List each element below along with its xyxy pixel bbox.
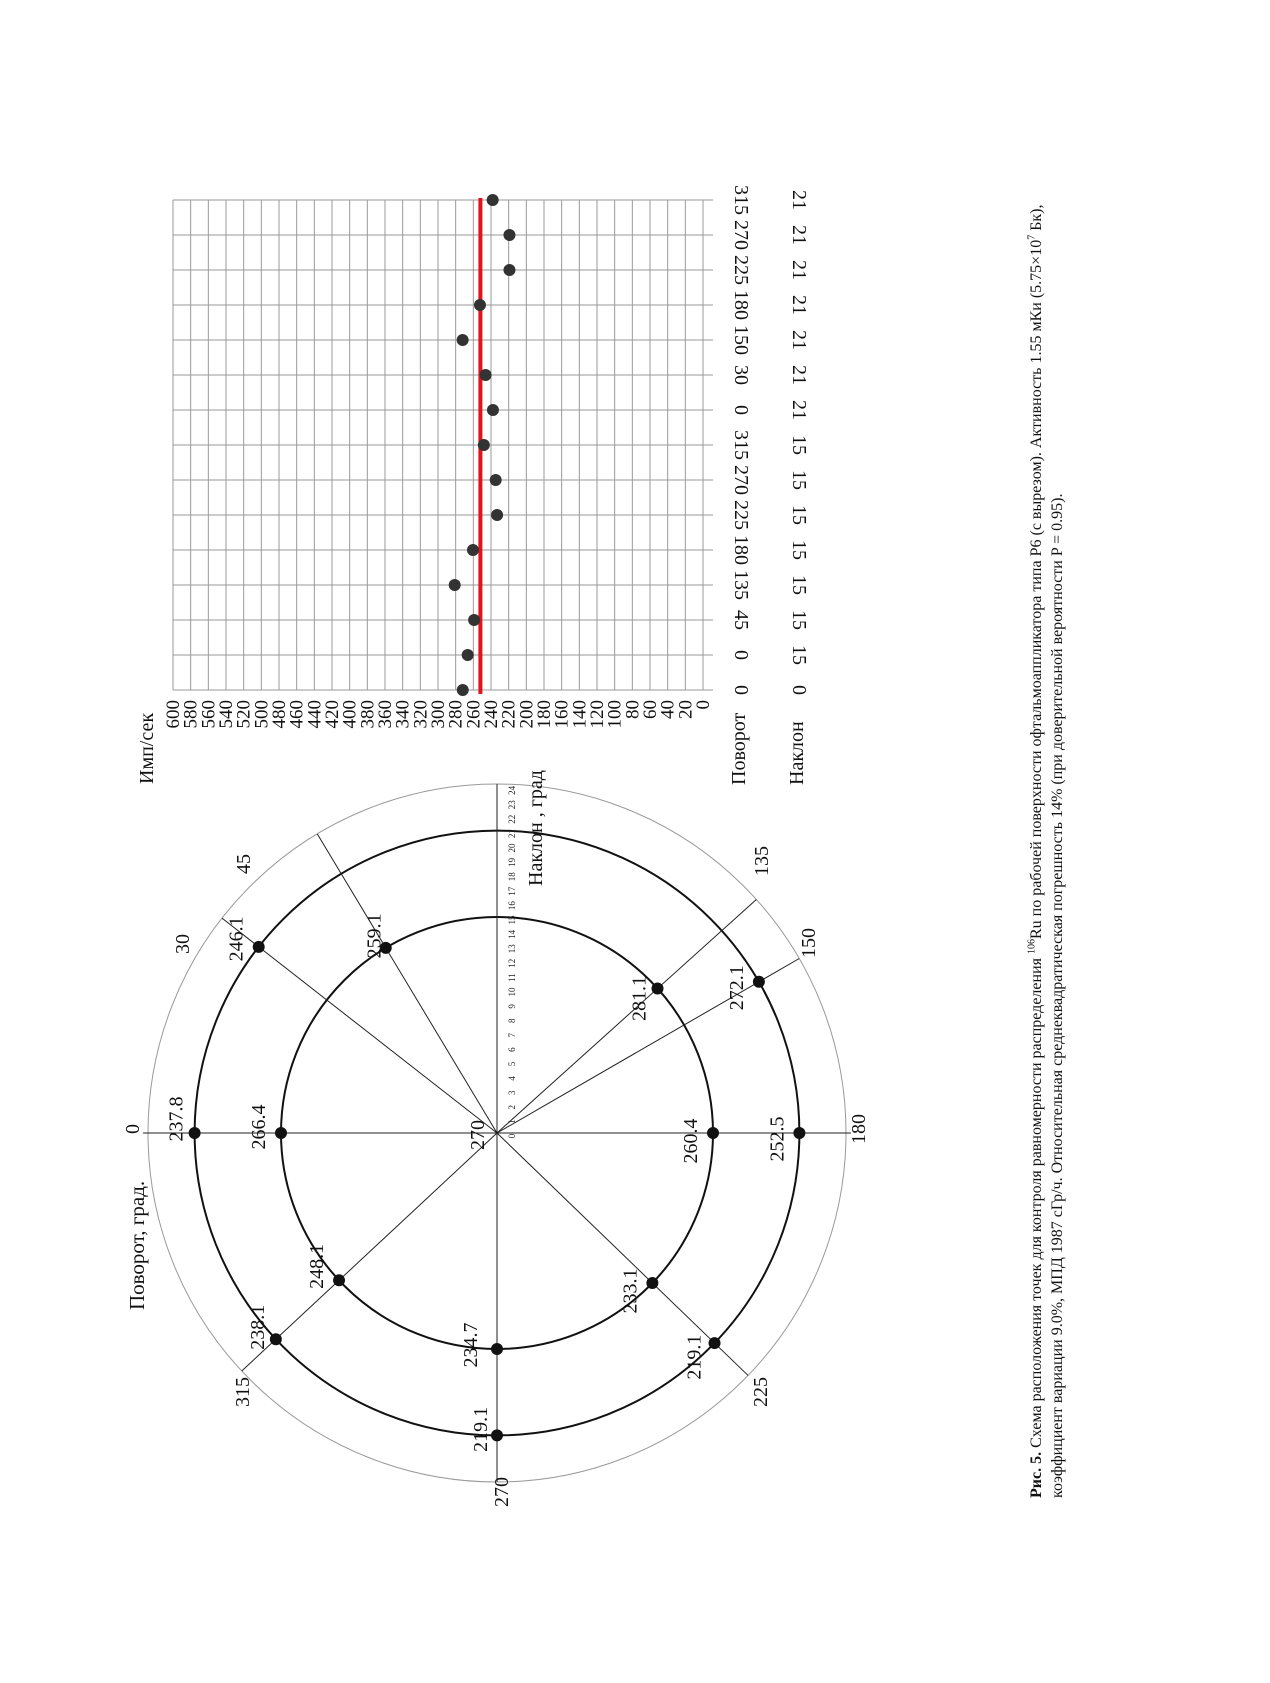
chart-category-tilt-label: 15 [788,470,810,490]
polar-angle-label-270: 270 [491,1477,513,1507]
polar-axis-title-rotation: Поворот, град. [125,1180,149,1310]
figure-caption [1026,198,1068,1498]
chart-category-tilt-label: 21 [788,295,810,315]
polar-angle-label-315: 315 [232,1377,254,1407]
polar-point-180-15 [707,1127,719,1139]
caption-text-1: Схема расположения точек для контроля равномерности распределения [1028,954,1045,1452]
chart-data-point [487,194,499,206]
polar-tilt-tick-11: 11 [507,973,517,982]
chart-data-point [503,264,515,276]
chart-data-point [478,439,490,451]
polar-tilt-tick-7: 7 [507,1032,517,1038]
chart-data-point [487,404,499,416]
chart-category-rotation-label: 0 [730,405,752,415]
polar-point-label: 259.1 [363,913,386,959]
polar-point-225-21 [709,1337,721,1349]
polar-point-label: 237.8 [165,1096,188,1142]
chart-data-point [490,474,502,486]
polar-point-270-15 [491,1343,503,1355]
chart-data-point [503,229,515,241]
polar-point-label: 248.1 [306,1243,329,1289]
polar-tilt-tick-5: 5 [507,1061,517,1067]
chart-y-tick-label: 520 [233,700,255,729]
chart-y-tick-label: 300 [428,700,449,729]
chart-category-tilt-label: 0 [788,685,810,695]
polar-tilt-tick-4: 4 [507,1076,517,1081]
chart-data-point [457,334,469,346]
chart-data-point [462,649,474,661]
chart-row-label-tilt: Наклон [786,721,808,785]
chart-category-rotation-label: 30 [730,365,752,385]
polar-point-label: 266.4 [248,1104,270,1150]
chart-y-tick-label: 600 [163,700,184,729]
polar-point-label: 272.1 [725,965,748,1011]
polar-tilt-tick-3: 3 [507,1090,517,1096]
polar-tilt-tick-6: 6 [507,1047,517,1052]
chart-category-rotation-label: 315 [730,430,752,460]
polar-point-315-21 [270,1333,282,1345]
polar-tilt-tick-2: 2 [507,1104,517,1110]
chart-data-point [491,509,503,521]
chart-category-rotation-label: 0 [730,685,752,695]
polar-point-label: 238.1 [246,1304,269,1350]
chart-category-rotation-label: 270 [730,220,752,250]
polar-tilt-tick-16: 16 [507,901,517,911]
chart-y-tick-label: 360 [375,700,396,729]
polar-point-label: 246.1 [225,916,248,962]
chart-data-point [457,684,469,696]
chart-y-tick-label: 280 [445,700,467,729]
chart-y-tick-label: 80 [622,700,644,719]
polar-axis-title-tilt: Наклон , град [525,770,547,886]
polar-tilt-tick-22: 22 [507,814,517,824]
chart-category-tilt-label: 15 [788,540,810,560]
chart-category-tilt-label: 15 [788,645,810,665]
chart-y-tick-label: 100 [604,700,626,729]
chart-category-rotation-label: 315 [730,185,752,215]
chart-category-tilt-label: 21 [788,365,810,385]
polar-angle-label-0: 0 [122,1124,144,1134]
chart-y-tick-label: 380 [357,700,379,729]
chart-y-tick-label: 40 [657,700,679,719]
polar-tilt-tick-23: 23 [507,800,517,810]
chart-y-tick-label: 420 [322,700,343,729]
caption-text-3: Бк), коэффициент вариации 9.0%, МПД 1987 сГр/ч. Относительная среднеквадратическая погрешность 14% (при доверительной вероятности P = 0.95). [1028,204,1066,1498]
polar-point-0-15 [275,1127,287,1139]
polar-angle-label-45: 45 [233,854,255,874]
chart-category-rotation-label: 225 [730,500,752,530]
polar-point-315-15 [333,1274,345,1286]
chart-y-tick-label: 340 [392,700,414,729]
polar-center-label: 270 [467,1120,489,1150]
chart-y-tick-label: 0 [693,700,714,710]
polar-tilt-tick-19: 19 [507,857,517,867]
polar-point-label: 281.1 [628,975,651,1021]
chart-y-tick-label: 240 [481,700,502,729]
chart-y-tick-label: 320 [410,700,432,729]
counts-chart [136,185,810,785]
polar-point-label: 219.1 [683,1334,706,1380]
chart-category-tilt-label: 21 [788,260,810,280]
polar-tilt-tick-18: 18 [507,872,517,882]
polar-tilt-tick-17: 17 [507,886,517,896]
chart-category-rotation-label: 180 [730,535,752,565]
polar-point-270-21 [491,1429,503,1441]
polar-tilt-tick-10: 10 [507,987,517,997]
polar-point-label: 252.5 [766,1116,789,1162]
polar-tilt-tick-21: 21 [507,829,517,839]
chart-data-point [468,614,480,626]
chart-y-tick-label: 580 [180,700,202,729]
chart-data-point [449,579,461,591]
polar-point-label: 219.1 [470,1406,492,1452]
chart-y-axis-title: Имп/сек [136,712,158,784]
polar-diagram [122,770,870,1507]
chart-category-rotation-label: 180 [730,290,752,320]
polar-angle-label-225: 225 [750,1377,772,1407]
chart-category-rotation-label: 270 [730,465,752,495]
polar-spoke-135 [497,899,756,1133]
polar-point-label: 234.7 [460,1322,482,1368]
chart-category-tilt-label: 15 [788,435,810,455]
chart-y-tick-label: 180 [534,700,555,729]
caption-fig-label: Рис. 5. [1028,1451,1045,1498]
polar-tilt-tick-1: 1 [507,1119,517,1124]
chart-category-tilt-label: 21 [788,190,810,210]
polar-point-0-21 [189,1127,201,1139]
polar-spoke-45 [317,834,497,1133]
caption-exponent-superscript: 7 [1026,234,1038,240]
chart-y-tick-label: 440 [304,700,326,729]
polar-tilt-tick-20: 20 [507,843,517,853]
polar-angle-label-30: 30 [172,934,194,954]
polar-tilt-tick-15: 15 [507,915,517,925]
chart-y-tick-label: 500 [251,700,273,729]
chart-data-point [467,544,479,556]
polar-point-150-21 [753,976,765,988]
chart-category-tilt-label: 21 [788,400,810,420]
polar-angle-label-135: 135 [751,846,773,876]
chart-y-tick-label: 200 [516,700,538,729]
chart-category-tilt-label: 15 [788,575,810,595]
chart-y-tick-label: 120 [587,700,608,729]
chart-category-rotation-label: 0 [730,650,752,660]
chart-y-tick-label: 140 [569,700,591,729]
polar-point-label: 260.4 [680,1118,702,1164]
chart-category-tilt-label: 21 [788,330,810,350]
polar-point-label: 233.1 [619,1268,642,1314]
polar-angle-label-150: 150 [798,928,820,958]
chart-category-rotation-label: 45 [730,610,752,630]
polar-tilt-tick-14: 14 [507,929,517,939]
polar-angle-label-180: 180 [848,1114,870,1144]
polar-tilt-tick-13: 13 [507,944,517,954]
chart-category-rotation-label: 225 [730,255,752,285]
polar-tilt-tick-8: 8 [507,1018,517,1024]
chart-category-rotation-label: 150 [730,325,752,355]
chart-y-tick-label: 480 [269,700,290,729]
chart-category-tilt-label: 15 [788,505,810,525]
chart-y-tick-label: 560 [198,700,220,729]
polar-tilt-tick-12: 12 [507,958,517,968]
polar-tilt-tick-9: 9 [507,1004,517,1009]
chart-y-tick-label: 160 [551,700,573,729]
chart-y-tick-label: 400 [339,700,361,729]
chart-y-tick-label: 540 [216,700,237,729]
polar-tilt-tick-24: 24 [507,785,517,795]
caption-text-2: Ru по рабочей поверхности офтальмоаппликатора типа Р6 (с вырезом). Активность 1.55 мКи (5.75×10 [1028,239,1045,939]
chart-y-tick-label: 60 [640,700,661,719]
chart-row-label-rotation: Поворот [728,712,750,785]
caption-isotope-superscript: 106 [1026,939,1038,954]
polar-point-30-21 [253,941,265,953]
polar-point-135-15 [652,982,664,994]
chart-y-tick-label: 20 [675,700,697,719]
polar-point-225-15 [646,1277,658,1289]
chart-y-tick-label: 460 [286,700,308,729]
polar-tilt-tick-0: 0 [507,1133,517,1139]
polar-point-180-21 [793,1127,805,1139]
chart-category-rotation-label: 135 [730,570,752,600]
chart-y-tick-label: 260 [463,700,485,729]
chart-y-tick-label: 220 [498,700,520,729]
chart-category-tilt-label: 15 [788,610,810,630]
chart-data-point [480,369,492,381]
chart-category-tilt-label: 21 [788,225,810,245]
chart-data-point [474,299,486,311]
